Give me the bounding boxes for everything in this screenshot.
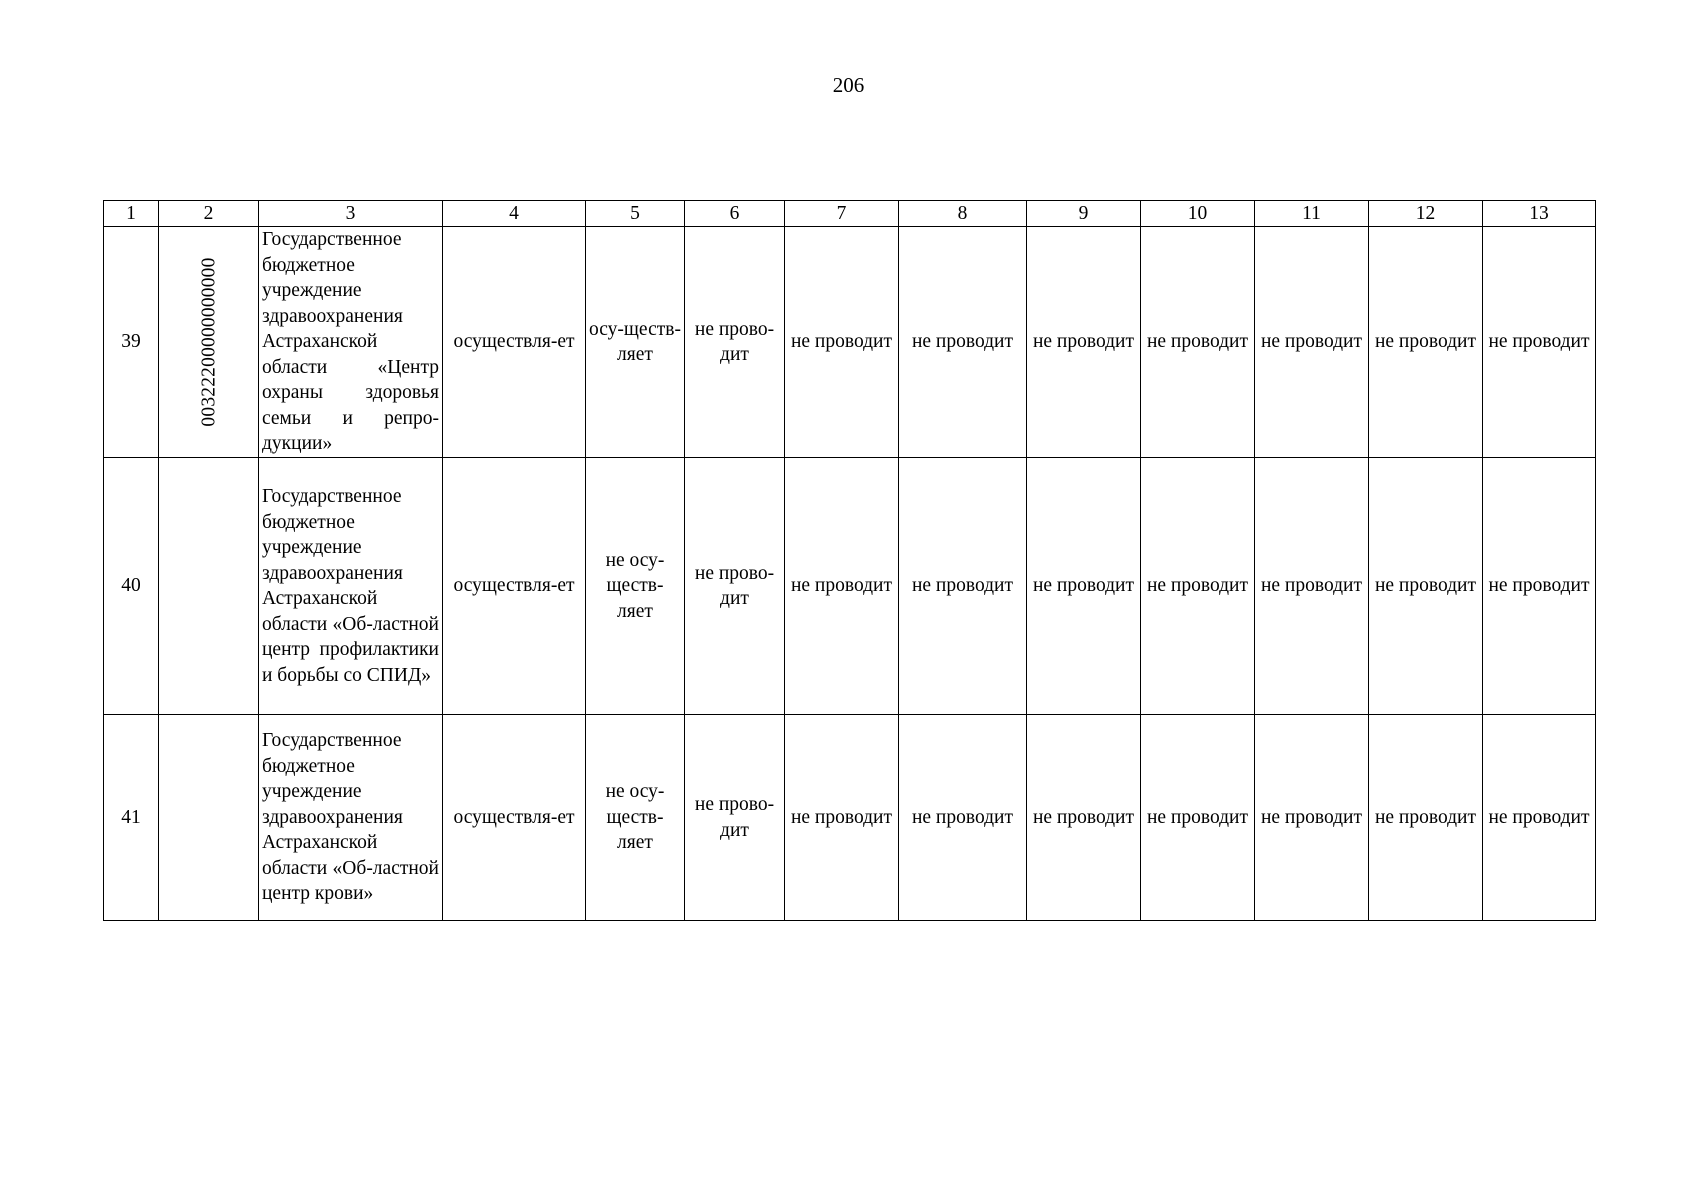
status-col-12: не проводит	[1369, 227, 1483, 458]
registry-code-cell	[159, 227, 259, 458]
registry-code: 00322200000000000	[197, 257, 219, 427]
status-col-6: не прово-дит	[685, 715, 785, 921]
header-cell: 1	[104, 201, 159, 227]
row-number: 41	[104, 715, 159, 921]
table-row	[104, 227, 1596, 458]
status-col-13: не проводит	[1483, 715, 1596, 921]
institution-name: Государственное бюджетное учреждение здравоохранения Астраханской области «Об-ластной центр крови»	[259, 715, 443, 921]
status-col-11: не проводит	[1255, 458, 1369, 715]
status-col-11: не проводит	[1255, 227, 1369, 458]
status-col-10: не проводит	[1141, 227, 1255, 458]
row-number: 40	[104, 458, 159, 715]
status-col-13: не проводит	[1483, 458, 1596, 715]
table-row	[104, 458, 1596, 715]
status-col-6: не прово-дит	[685, 458, 785, 715]
status-col-12: не проводит	[1369, 458, 1483, 715]
header-cell: 5	[586, 201, 685, 227]
registry-code-cell	[159, 715, 259, 921]
status-col-5: не осу-ществ-ляет	[586, 458, 685, 715]
header-cell: 2	[159, 201, 259, 227]
header-cell: 10	[1141, 201, 1255, 227]
header-cell: 6	[685, 201, 785, 227]
status-col-7: не проводит	[785, 715, 899, 921]
header-cell: 8	[899, 201, 1027, 227]
status-col-8: не проводит	[899, 715, 1027, 921]
page-number: 206	[832, 73, 865, 97]
status-col-4: осуществля-ет	[443, 458, 586, 715]
header-row	[104, 201, 1596, 227]
header-cell: 7	[785, 201, 899, 227]
registry-code-cell	[159, 458, 259, 715]
header-cell: 9	[1027, 201, 1141, 227]
status-col-8: не проводит	[899, 227, 1027, 458]
institution-name: Государственное бюджетное учреждение здравоохранения Астраханской области «Центр охраны здоровья семьи и репро-дукции»	[259, 227, 443, 458]
status-col-9: не проводит	[1027, 715, 1141, 921]
status-col-13: не проводит	[1483, 227, 1596, 458]
status-col-4: осуществля-ет	[443, 227, 586, 458]
header-cell: 12	[1369, 201, 1483, 227]
header-cell: 4	[443, 201, 586, 227]
status-col-5: осу-ществ-ляет	[586, 227, 685, 458]
status-col-6: не прово-дит	[685, 227, 785, 458]
data-table	[103, 200, 1596, 921]
status-col-5: не осу-ществ-ляет	[586, 715, 685, 921]
status-col-8: не проводит	[899, 458, 1027, 715]
status-col-12: не проводит	[1369, 715, 1483, 921]
header-cell: 11	[1255, 201, 1369, 227]
status-col-10: не проводит	[1141, 715, 1255, 921]
status-col-7: не проводит	[785, 458, 899, 715]
table-row	[104, 715, 1596, 921]
status-col-7: не проводит	[785, 227, 899, 458]
status-col-9: не проводит	[1027, 227, 1141, 458]
status-col-10: не проводит	[1141, 458, 1255, 715]
header-cell: 13	[1483, 201, 1596, 227]
row-number: 39	[104, 227, 159, 458]
status-col-11: не проводит	[1255, 715, 1369, 921]
header-cell: 3	[259, 201, 443, 227]
status-col-9: не проводит	[1027, 458, 1141, 715]
institution-name: Государственное бюджетное учреждение здравоохранения Астраханской области «Об-ластной центр профилактики и борьбы со СПИД»	[259, 458, 443, 715]
status-col-4: осуществля-ет	[443, 715, 586, 921]
